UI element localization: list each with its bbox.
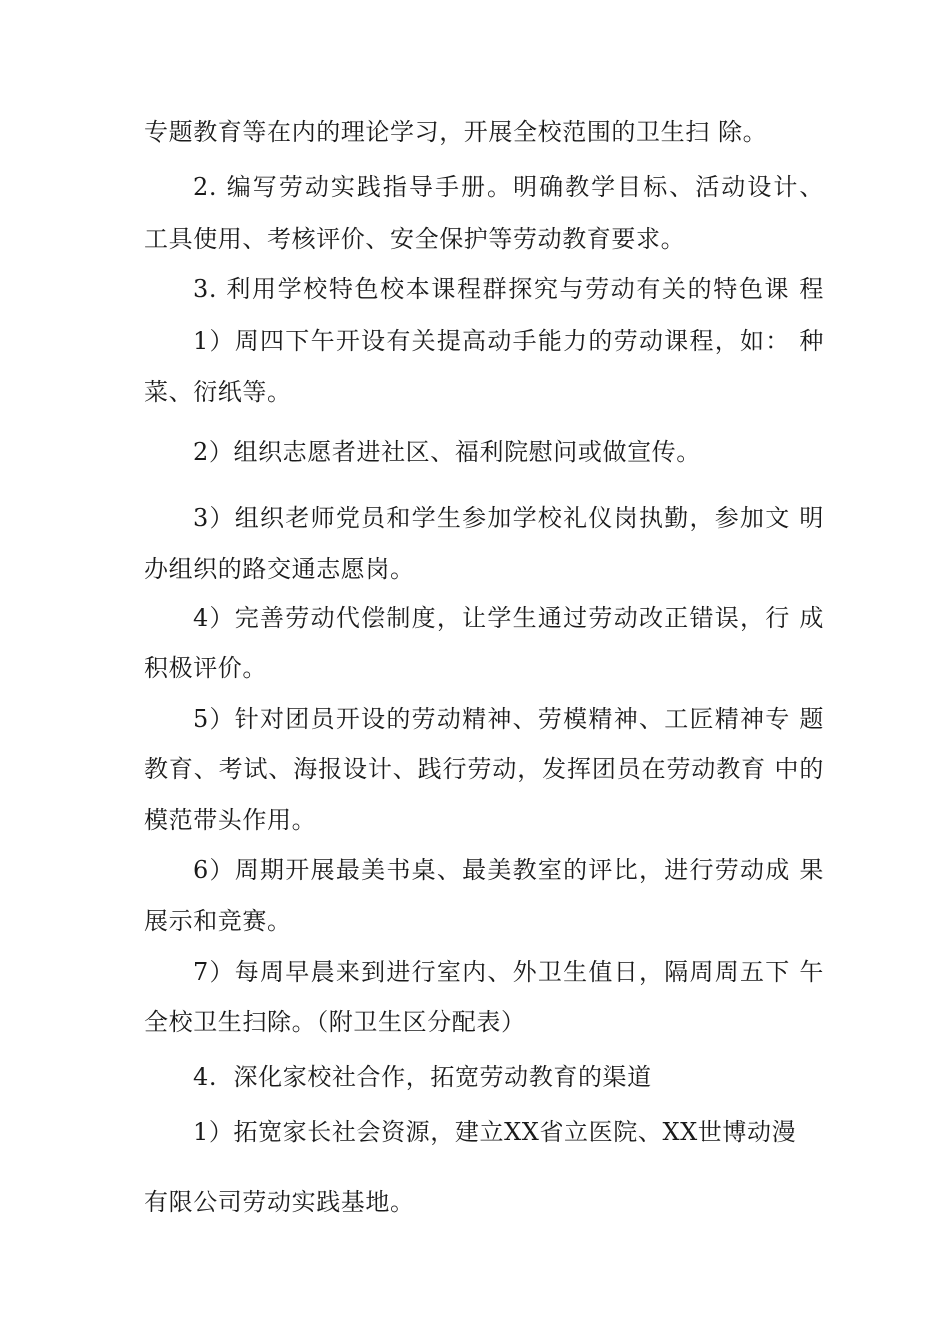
paragraph-line: 专题教育等在内的理论学习，开展全校范围的卫生扫 除。 [144, 118, 768, 146]
paragraph-line: 展示和竞赛。 [144, 907, 292, 935]
paragraph-line: 积极评价。 [144, 654, 267, 682]
list-item-5: 5）针对团员开设的劳动精神、劳模精神、工匠精神专 题 [193, 705, 824, 733]
list-item-1: 1）周四下午开设有关提高动手能力的劳动课程，如： 种 [193, 327, 824, 355]
paragraph-line: 教育、考试、海报设计、践行劳动，发挥团员在劳动教育 中的 [144, 755, 824, 783]
paragraph-line: 有限公司劳动实践基地。 [144, 1188, 415, 1216]
paragraph-line: 工具使用、考核评价、安全保护等劳动教育要求。 [144, 225, 686, 253]
section-heading-4: 4. 深化家校社合作，拓宽劳动教育的渠道 [193, 1063, 652, 1091]
list-item-7: 7）每周早晨来到进行室内、外卫生值日，隔周周五下 午 [193, 958, 824, 986]
section-heading-3: 3. 利用学校特色校本课程群探究与劳动有关的特色课 程 [193, 275, 824, 303]
list-item-6: 6）周期开展最美书桌、最美教室的评比，进行劳动成 果 [193, 856, 824, 884]
list-item-4: 4）完善劳动代偿制度，让学生通过劳动改正错误，行 成 [193, 604, 824, 632]
list-item-1: 1）拓宽家长社会资源，建立XX省立医院、XX世博动漫 [193, 1118, 797, 1146]
list-item-2: 2）组织志愿者进社区、福利院慰问或做宣传。 [193, 438, 701, 466]
paragraph-line: 全校卫生扫除。（附卫生区分配表） [144, 1008, 526, 1036]
section-heading-2: 2. 编写劳动实践指导手册。明确教学目标、活动设计、 [193, 173, 824, 201]
paragraph-line: 模范带头作用。 [144, 806, 317, 834]
paragraph-line: 办组织的路交通志愿岗。 [144, 555, 415, 583]
paragraph-line: 菜、衍纸等。 [144, 378, 292, 406]
list-item-3: 3）组织老师党员和学生参加学校礼仪岗执勤，参加文 明 [193, 504, 824, 532]
